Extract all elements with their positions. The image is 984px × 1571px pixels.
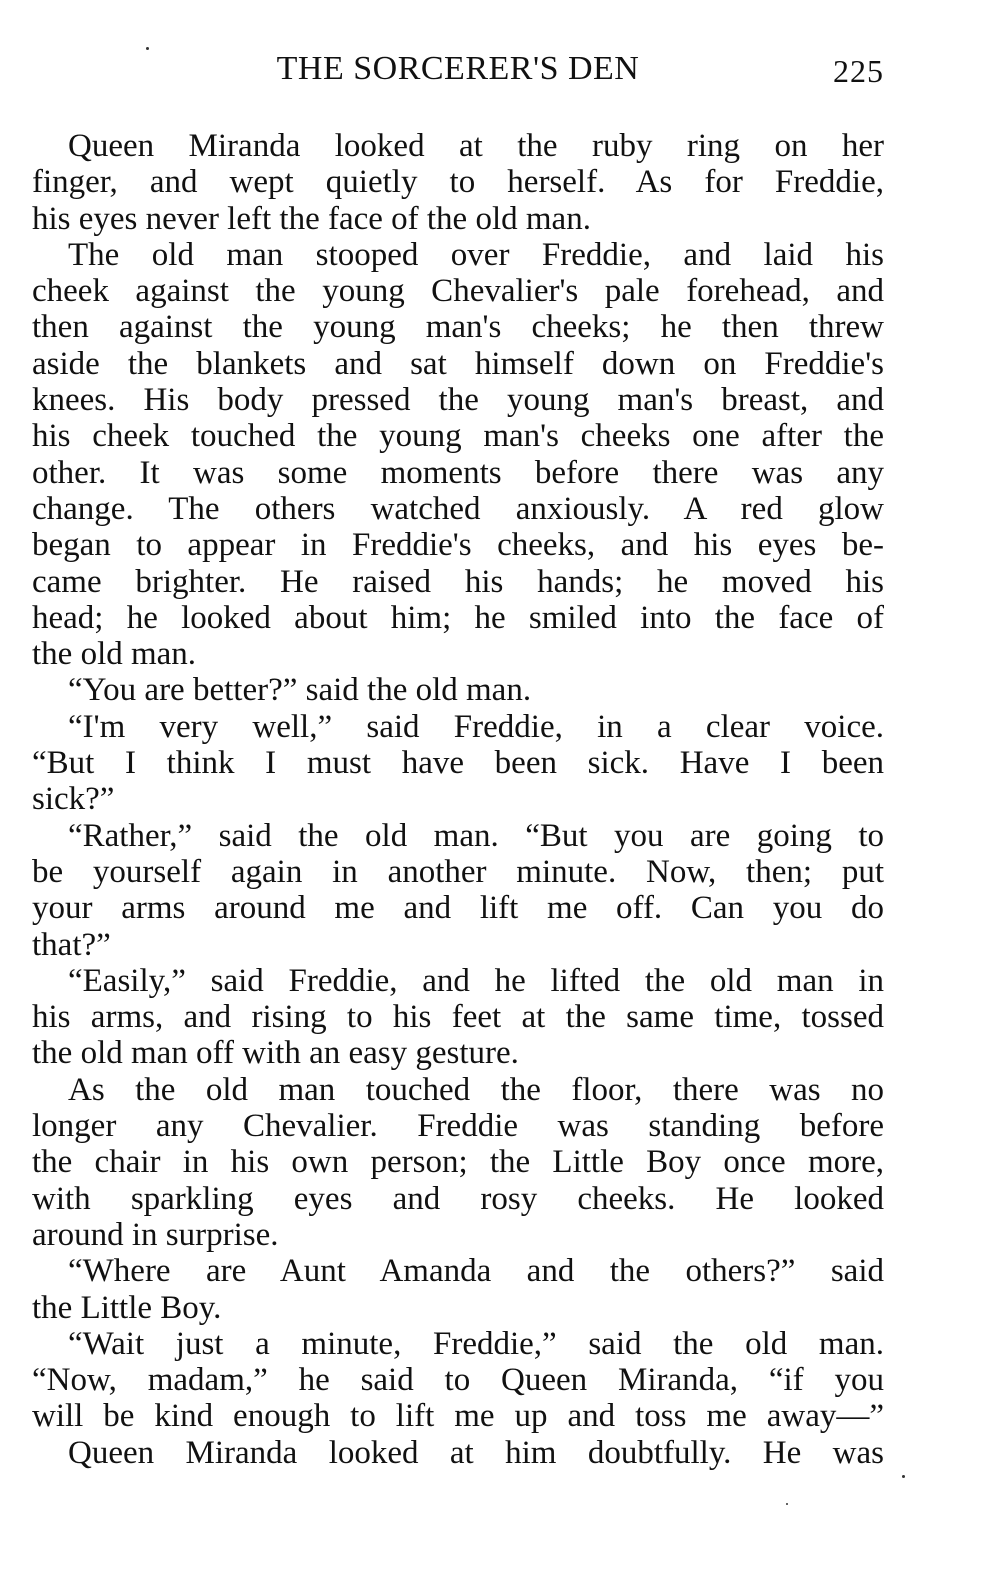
- page-number: 225: [833, 53, 884, 89]
- text-line: aside the blankets and sat himself down on Freddie's: [32, 345, 884, 382]
- text-line: “You are better?” said the old man.: [68, 672, 532, 709]
- text-line: will be kind enough to lift me up and toss me away—”: [32, 1398, 884, 1435]
- print-speck: [902, 1475, 905, 1478]
- body-text: [32, 128, 884, 1471]
- text-line: longer any Chevalier. Freddie was standing before: [32, 1108, 884, 1145]
- text-line: “Now, madam,” he said to Queen Miranda, “if you: [32, 1362, 884, 1399]
- text-line: “Easily,” said Freddie, and he lifted the old man in: [68, 962, 884, 999]
- chapter-title: THE SORCERER'S DEN: [276, 50, 640, 87]
- text-line: change. The others watched anxiously. A red glow: [32, 490, 884, 527]
- text-line: with sparkling eyes and rosy cheeks. He looked: [32, 1180, 884, 1217]
- text-line: “Wait just a minute, Freddie,” said the old man.: [68, 1325, 884, 1362]
- text-line: began to appear in Freddie's cheeks, and his eyes be-: [32, 527, 884, 564]
- text-line: “I'm very well,” said Freddie, in a clear voice.: [68, 708, 884, 745]
- text-line: “Rather,” said the old man. “But you are going to: [68, 817, 884, 854]
- text-line: Queen Miranda looked at the ruby ring on her: [68, 128, 884, 164]
- text-line: that?”: [32, 926, 111, 963]
- text-line: “Where are Aunt Amanda and the others?” said: [68, 1253, 884, 1290]
- text-line: the Little Boy.: [32, 1289, 222, 1326]
- text-line: his arms, and rising to his feet at the same time, tossed: [32, 999, 884, 1036]
- print-speck: [146, 47, 149, 50]
- text-line: other. It was some moments before there was any: [32, 454, 884, 491]
- text-line: knees. His body pressed the young man's breast, and: [32, 382, 884, 419]
- text-line: the chair in his own person; the Little Boy once more,: [32, 1144, 884, 1181]
- text-line: came brighter. He raised his hands; he moved his: [32, 563, 884, 600]
- text-line: “But I think I must have been sick. Have I been: [32, 745, 884, 782]
- text-line: his eyes never left the face of the old man.: [32, 200, 591, 237]
- text-line: your arms around me and lift me off. Can you do: [32, 890, 884, 927]
- text-line: As the old man touched the floor, there was no: [68, 1071, 884, 1108]
- text-line: sick?”: [32, 781, 115, 818]
- text-line: Queen Miranda looked at him doubtfully. He was: [68, 1434, 884, 1471]
- text-line: the old man off with an easy gesture.: [32, 1035, 519, 1072]
- text-line: cheek against the young Chevalier's pale forehead, and: [32, 273, 884, 310]
- text-line: around in surprise.: [32, 1216, 279, 1253]
- text-line: his cheek touched the young man's cheeks one after the: [32, 418, 884, 455]
- text-line: finger, and wept quietly to herself. As for Freddie,: [32, 164, 884, 201]
- print-speck: [786, 1503, 788, 1505]
- running-head: [32, 47, 884, 91]
- text-line: then against the young man's cheeks; he then threw: [32, 309, 884, 346]
- text-line: be yourself again in another minute. Now, then; put: [32, 853, 884, 890]
- text-line: head; he looked about him; he smiled into the face of: [32, 599, 884, 636]
- text-line: the old man.: [32, 636, 197, 673]
- text-line: The old man stooped over Freddie, and laid his: [68, 236, 884, 273]
